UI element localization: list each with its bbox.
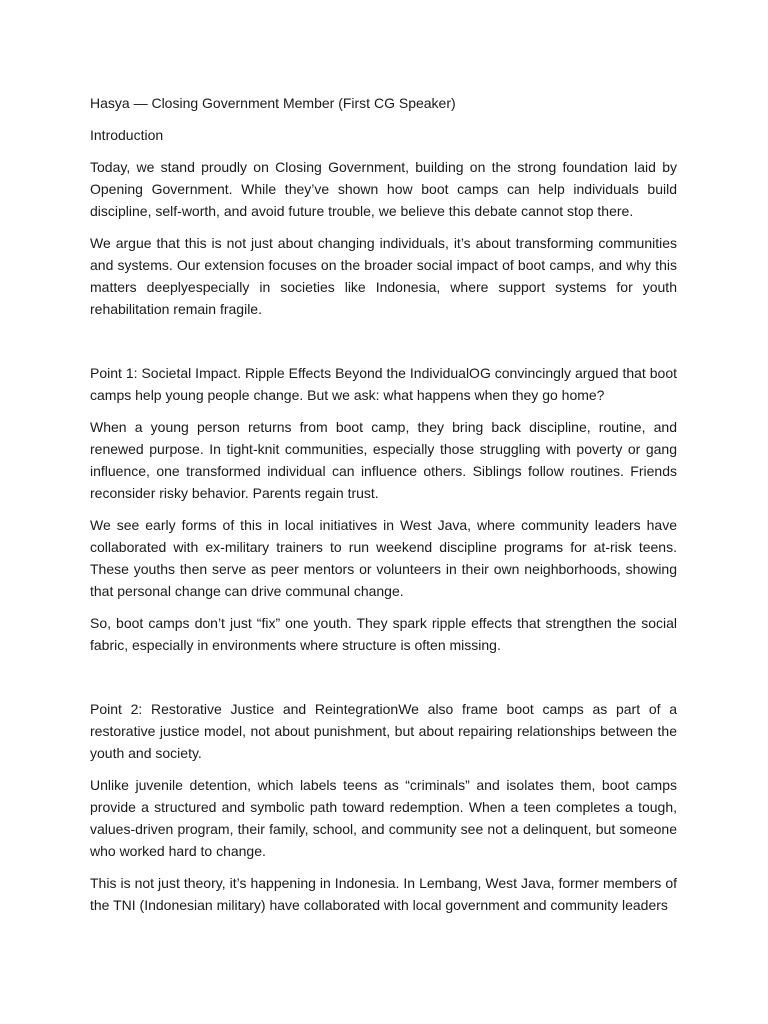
paragraph-point-2-heading: Point 2: Restorative Justice and ReintegrationWe also frame boot camps as part of a restorative justice model, not about punishment, but about repairing relationships between the youth and society. <box>90 701 677 761</box>
blank-line <box>90 330 677 362</box>
paragraph: When a young person returns from boot camp, they bring back discipline, routine, and renewed purpose. In tight-knit communities, especially those struggling with poverty or gang influence, one transformed individual can influence others. Siblings follow routines. Friends reconsider risky behavior. Parents regain trust. <box>90 419 677 501</box>
paragraph: Today, we stand proudly on Closing Government, building on the strong foundation laid by Opening Government. While they’ve shown how boot camps can help individuals build discipline, self-worth, and avoid future trouble, we believe this debate cannot stop there. <box>90 159 677 219</box>
paragraph: We see early forms of this in local initiatives in West Java, where community leaders have collaborated with ex-military trainers to run weekend discipline programs for at-risk teens. These youths then serve as peer mentors or volunteers in their own neighborhoods, showing that personal change can drive communal change. <box>90 517 677 599</box>
paragraph: So, boot camps don’t just “fix” one youth. They spark ripple effects that strengthen the social fabric, especially in environments where structure is often missing. <box>90 615 677 653</box>
document-title: Hasya — Closing Government Member (First CG Speaker) <box>90 95 456 111</box>
section-heading-introduction: Introduction <box>90 127 164 143</box>
paragraph-point-1-heading: Point 1: Societal Impact. Ripple Effects Beyond the IndividualOG convincingly argued that boot camps help young people change. But we ask: what happens when they go home? <box>90 365 677 403</box>
paragraph: Unlike juvenile detention, which labels teens as “criminals” and isolates them, boot camps provide a structured and symbolic path toward redemption. When a teen completes a tough, values-driven program, their family, school, and community see not a delinquent, but someone who worked hard to change. <box>90 777 677 859</box>
paragraph: This is not just theory, it’s happening in Indonesia. In Lembang, West Java, former members of the TNI (Indonesian military) have collaborated with local government and community leaders <box>90 875 677 913</box>
paragraph: We argue that this is not just about changing individuals, it’s about transforming communities and systems. Our extension focuses on the broader social impact of boot camps, and why this matters deeplyespecially in societies like Indonesia, where support systems for youth rehabilitation remain fragile. <box>90 235 677 317</box>
document-page <box>90 92 677 926</box>
blank-line <box>90 666 677 698</box>
